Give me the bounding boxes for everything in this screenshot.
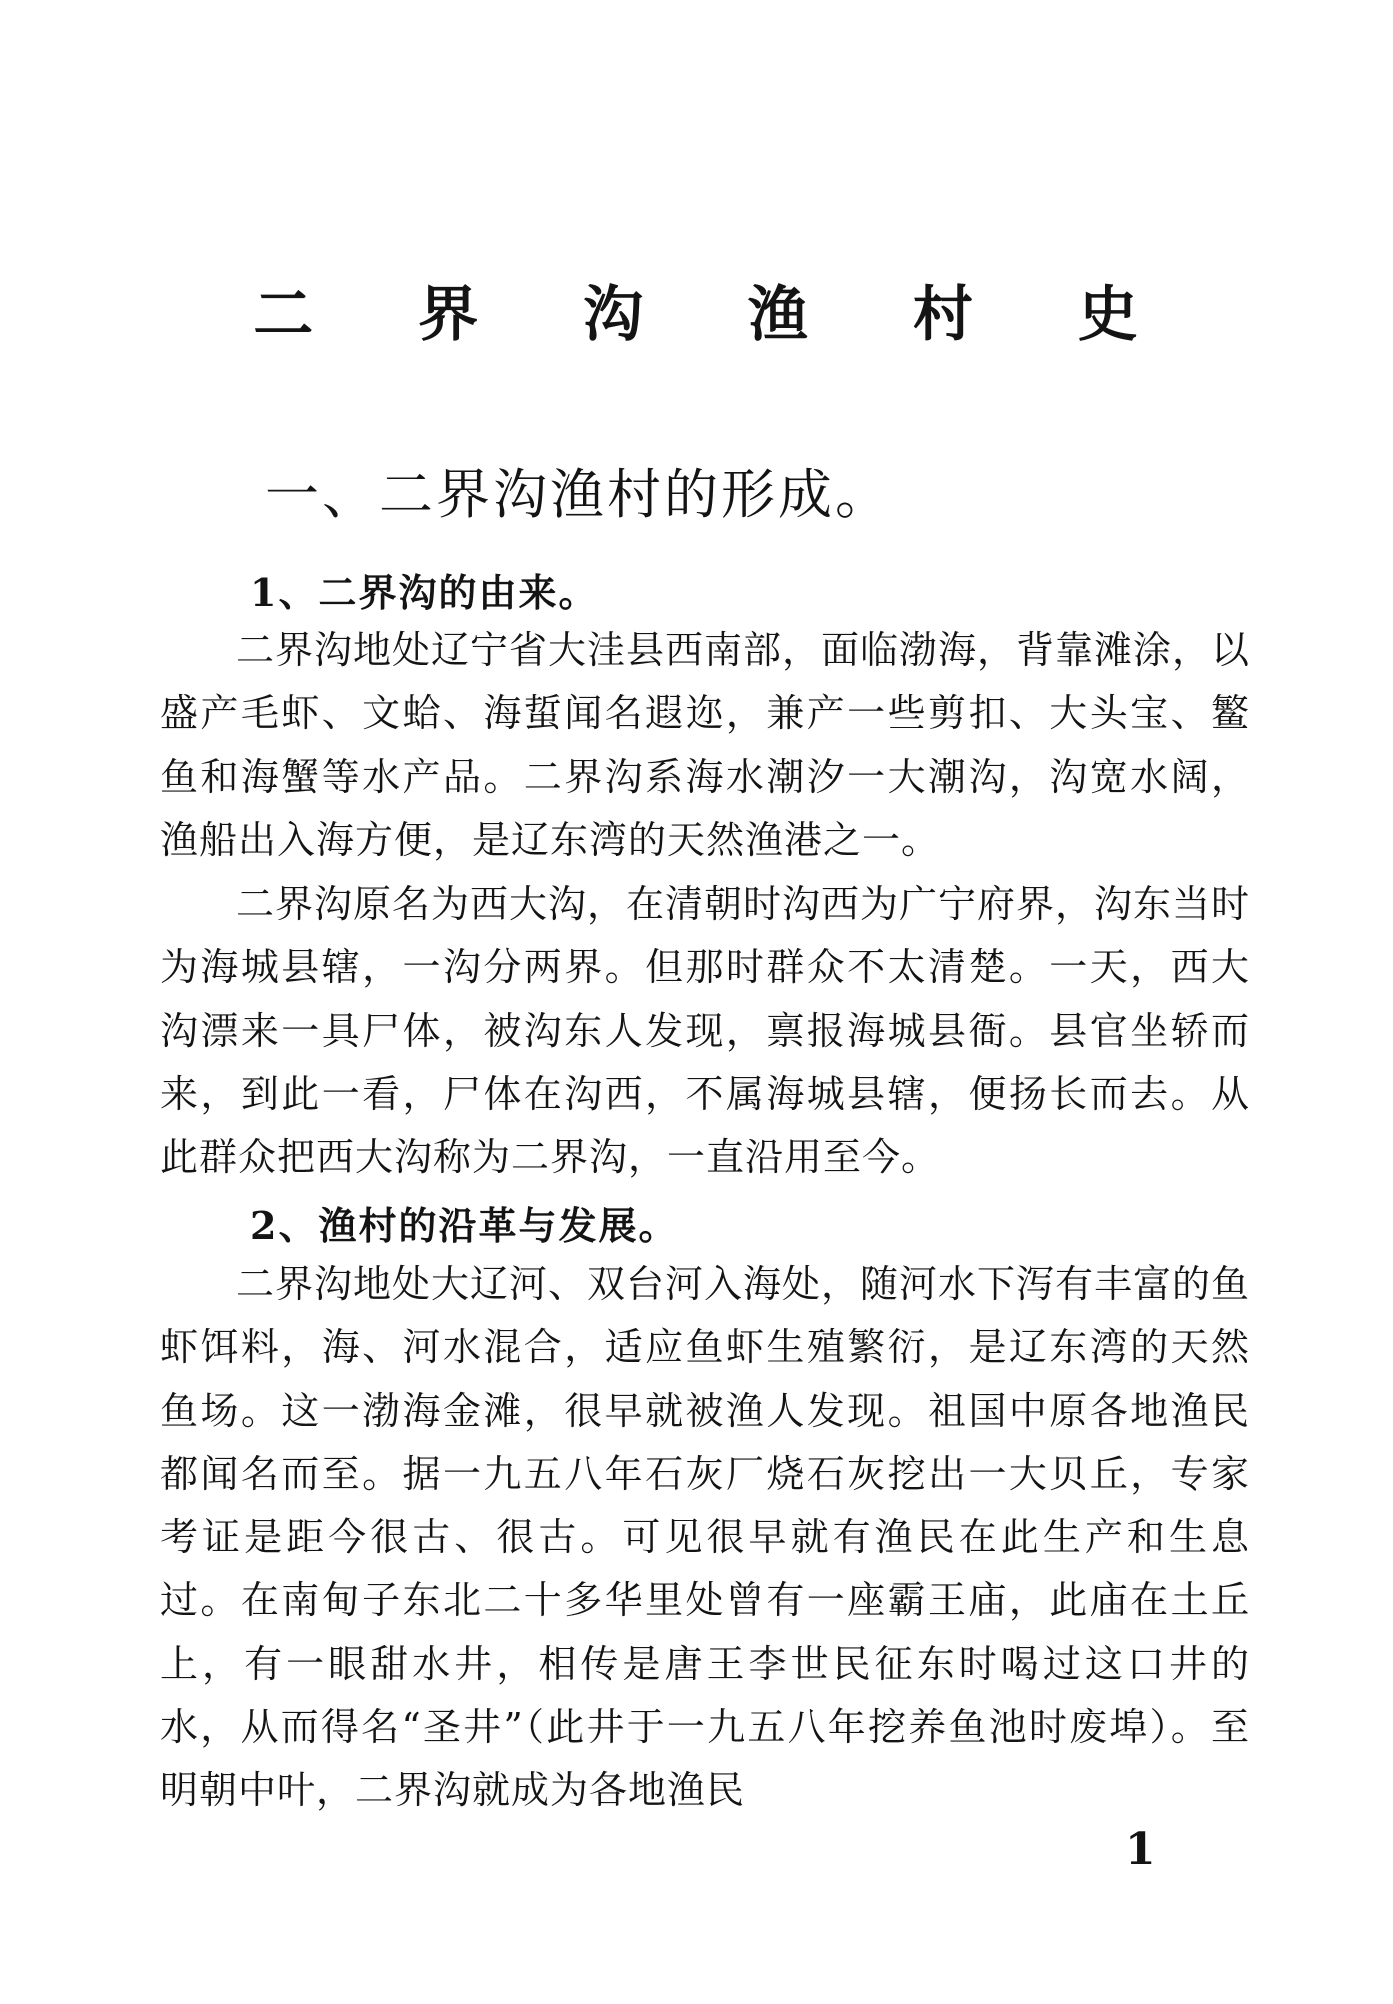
section-heading: 一、二界沟渔村的形成。 bbox=[265, 463, 892, 526]
paragraph-history: 二界沟地处大辽河、双台河入海处，随河水下泻有丰富的鱼虾饵料，海、河水混合，适应鱼虾生殖繁衍，是辽东湾的天然鱼场。这一渤海金滩，很早就被渔人发现。祖国中原各地渔民都闻名而至。据一九五八年石灰厂烧石灰挖出一大贝丘，专家考证是距今很古、很古。可见很早就有渔民在此生产和生息过。在南甸子东北二十多华里处曾有一座霸王庙，此庙在土丘上，有一眼甜水井，相传是唐王李世民征东时喝过这口井的水，从而得名“圣井”（此井于一九五八年挖养鱼池时废埠）。至明朝中叶，二界沟就成为各地渔民 bbox=[160, 1262, 1251, 1813]
subsection-heading-origin: 1、二界沟的由来。 bbox=[250, 570, 599, 615]
document-title: 二 界 沟 渔 村 史 bbox=[253, 280, 1180, 350]
paragraph-name-origin: 二界沟原名为西大沟，在清朝时沟西为广宁府界，沟东当时为海城县辖，一沟分两界。但那时群众不太清楚。一天，西大沟漂来一具尸体，被沟东人发现，禀报海城县衙。县官坐轿而来，到此一看，尸体在沟西，不属海城县辖，便扬长而去。从此群众把西大沟称为二界沟，一直沿用至今。 bbox=[160, 882, 1251, 1180]
page-number: 1 bbox=[1125, 1824, 1156, 1875]
paragraph-location: 二界沟地处辽宁省大洼县西南部，面临渤海，背靠滩涂，以盛产毛虾、文蛤、海蜇闻名遐迩，兼产一些剪扣、大头宝、鳘鱼和海蟹等水产品。二界沟系海水潮汐一大潮沟，沟宽水阔，渔船出入海方便，是辽东湾的天然渔港之一。 bbox=[160, 628, 1251, 862]
subsection-heading-history: 2、渔村的沿革与发展。 bbox=[250, 1203, 679, 1248]
